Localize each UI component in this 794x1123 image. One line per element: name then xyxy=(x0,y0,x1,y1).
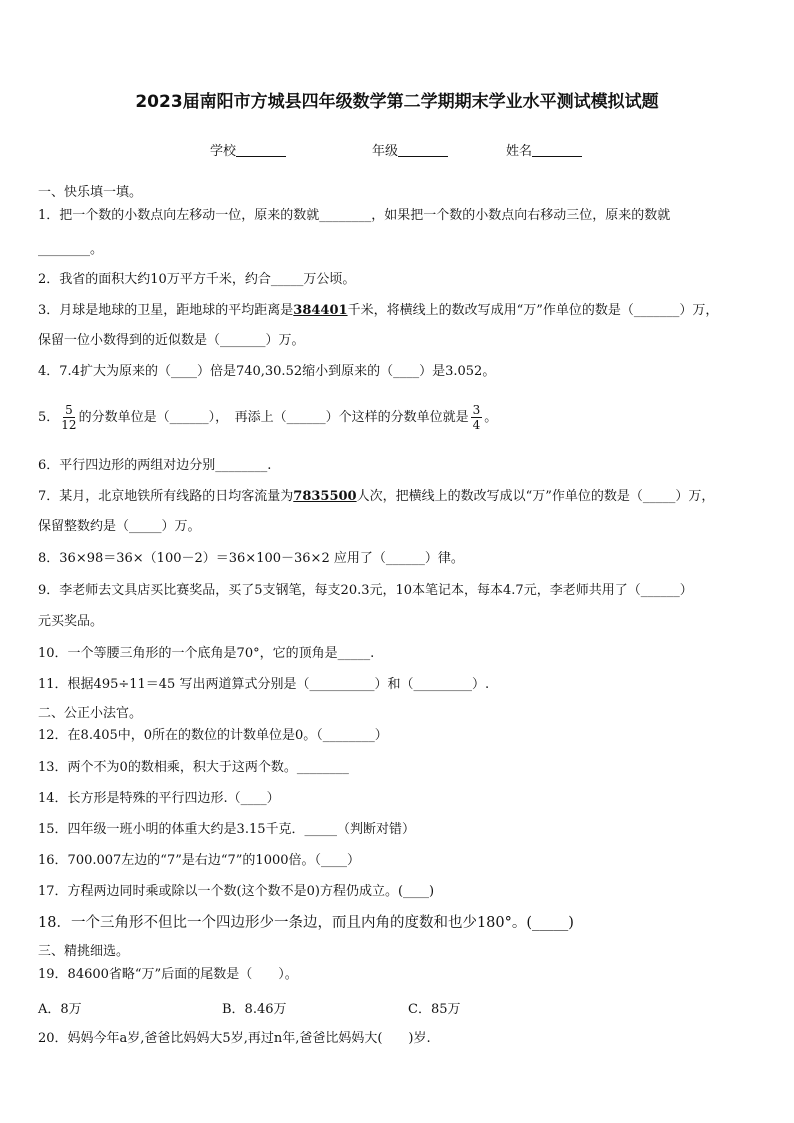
name-field xyxy=(506,140,582,159)
question-10: 10．一个等腰三角形的一个底角是70°，它的顶角是_____. xyxy=(38,646,375,661)
question-19: 19．84600省略“万”后面的尾数是（ ）。 xyxy=(38,967,298,982)
question-3-line-1 xyxy=(38,302,718,320)
question-1-line-1: 1．把一个数的小数点向左移动一位，原来的数就________，如果把一个数的小数点向右移动三位，原来的数就 xyxy=(38,208,671,223)
question-7-line-1 xyxy=(38,488,714,506)
grade-blank[interactable] xyxy=(398,142,448,157)
fraction-denominator: 4 xyxy=(472,418,481,432)
question-9-line-2: 元买奖品。 xyxy=(38,614,104,629)
question-2: 2．我省的面积大约10万平方千米，约合_____万公顷。 xyxy=(38,272,356,287)
fraction-5-12 xyxy=(61,403,76,432)
question-3-text-b: 千米，将横线上的数改写成用“万”作单位的数是（_______）万， xyxy=(347,303,719,318)
section-heading-3: 三、精挑细选。 xyxy=(38,944,130,959)
question-14: 14．长方形是特殊的平行四边形.（____） xyxy=(38,791,280,806)
fraction-3-4 xyxy=(471,403,483,432)
question-18: 18．一个三角形不但比一个四边形少一条边，而且内角的度数和也少180°。(_____) xyxy=(38,915,574,931)
page-title: 2023届南阳市方城县四年级数学第二学期期末学业水平测试模拟试题 xyxy=(135,92,659,112)
question-15: 15．四年级一班小明的体重大约是3.15千克．_____（判断对错） xyxy=(38,822,415,837)
question-5-text: 的分数单位是（______）， 再添上（______）个这样的分数单位就是 xyxy=(78,410,469,425)
name-label: 姓名 xyxy=(506,144,533,159)
question-19-option-a[interactable]: A．8万 xyxy=(38,1002,82,1017)
section-heading-1: 一、快乐填一填。 xyxy=(38,185,143,200)
question-5-end: 。 xyxy=(484,410,498,425)
question-11: 11．根据495÷11＝45 写出两道算式分别是（__________）和（_________）. xyxy=(38,677,490,692)
question-3-line-2: 保留一位小数得到的近似数是（_______）万。 xyxy=(38,333,305,348)
fraction-numerator: 5 xyxy=(65,403,73,417)
grade-field xyxy=(372,140,448,159)
question-6: 6．平行四边形的两组对边分别________. xyxy=(38,458,272,473)
question-1-line-2: ________。 xyxy=(38,242,104,257)
question-19-option-b[interactable]: B．8.46万 xyxy=(222,1002,287,1017)
question-8: 8．36×98＝36×（100－2）＝36×100－36×2 应用了（______）律。 xyxy=(38,551,464,566)
fraction-denominator: 12 xyxy=(61,418,77,432)
school-blank[interactable] xyxy=(236,142,286,157)
question-5 xyxy=(38,401,497,435)
question-13: 13．两个不为0的数相乘，积大于这两个数。________ xyxy=(38,760,349,775)
grade-label: 年级 xyxy=(372,144,399,159)
section-heading-2: 二、公正小法官。 xyxy=(38,706,143,721)
question-3-text-a: 3．月球是地球的卫星，距地球的平均距离是 xyxy=(38,303,294,318)
name-blank[interactable] xyxy=(532,142,582,157)
question-9-line-1: 9．李老师去文具店买比赛奖品，买了5支钢笔，每支20.3元，10本笔记本，每本4.7元，李老师共用了（______） xyxy=(38,583,693,598)
question-12: 12．在8.405中，0所在的数位的计数单位是0。（________） xyxy=(38,728,388,743)
question-4: 4．7.4扩大为原来的（____）倍是740,30.52缩小到原来的（____）是3.052。 xyxy=(38,364,496,379)
question-5-number: 5． xyxy=(38,410,60,425)
question-16: 16．700.007左边的“7”是右边“7”的1000倍。（____） xyxy=(38,853,361,868)
question-3-underlined-number: 384401 xyxy=(293,303,348,318)
question-20: 20．妈妈今年a岁,爸爸比妈妈大5岁,再过n年,爸爸比妈妈大( )岁. xyxy=(38,1031,431,1046)
school-field xyxy=(210,140,286,159)
question-7-text-b: 人次，把横线上的数改写成以“万”作单位的数是（_____）万， xyxy=(356,489,715,504)
school-label: 学校 xyxy=(210,144,237,159)
question-7-underlined-number: 7835500 xyxy=(293,489,357,504)
question-17: 17．方程两边同时乘或除以一个数(这个数不是0)方程仍成立。(____) xyxy=(38,884,435,899)
question-19-option-c[interactable]: C．85万 xyxy=(408,1002,461,1017)
question-7-line-2: 保留整数约是（_____）万。 xyxy=(38,519,201,534)
fraction-numerator: 3 xyxy=(472,403,481,417)
question-7-text-a: 7．某月，北京地铁所有线路的日均客流量为 xyxy=(38,489,294,504)
